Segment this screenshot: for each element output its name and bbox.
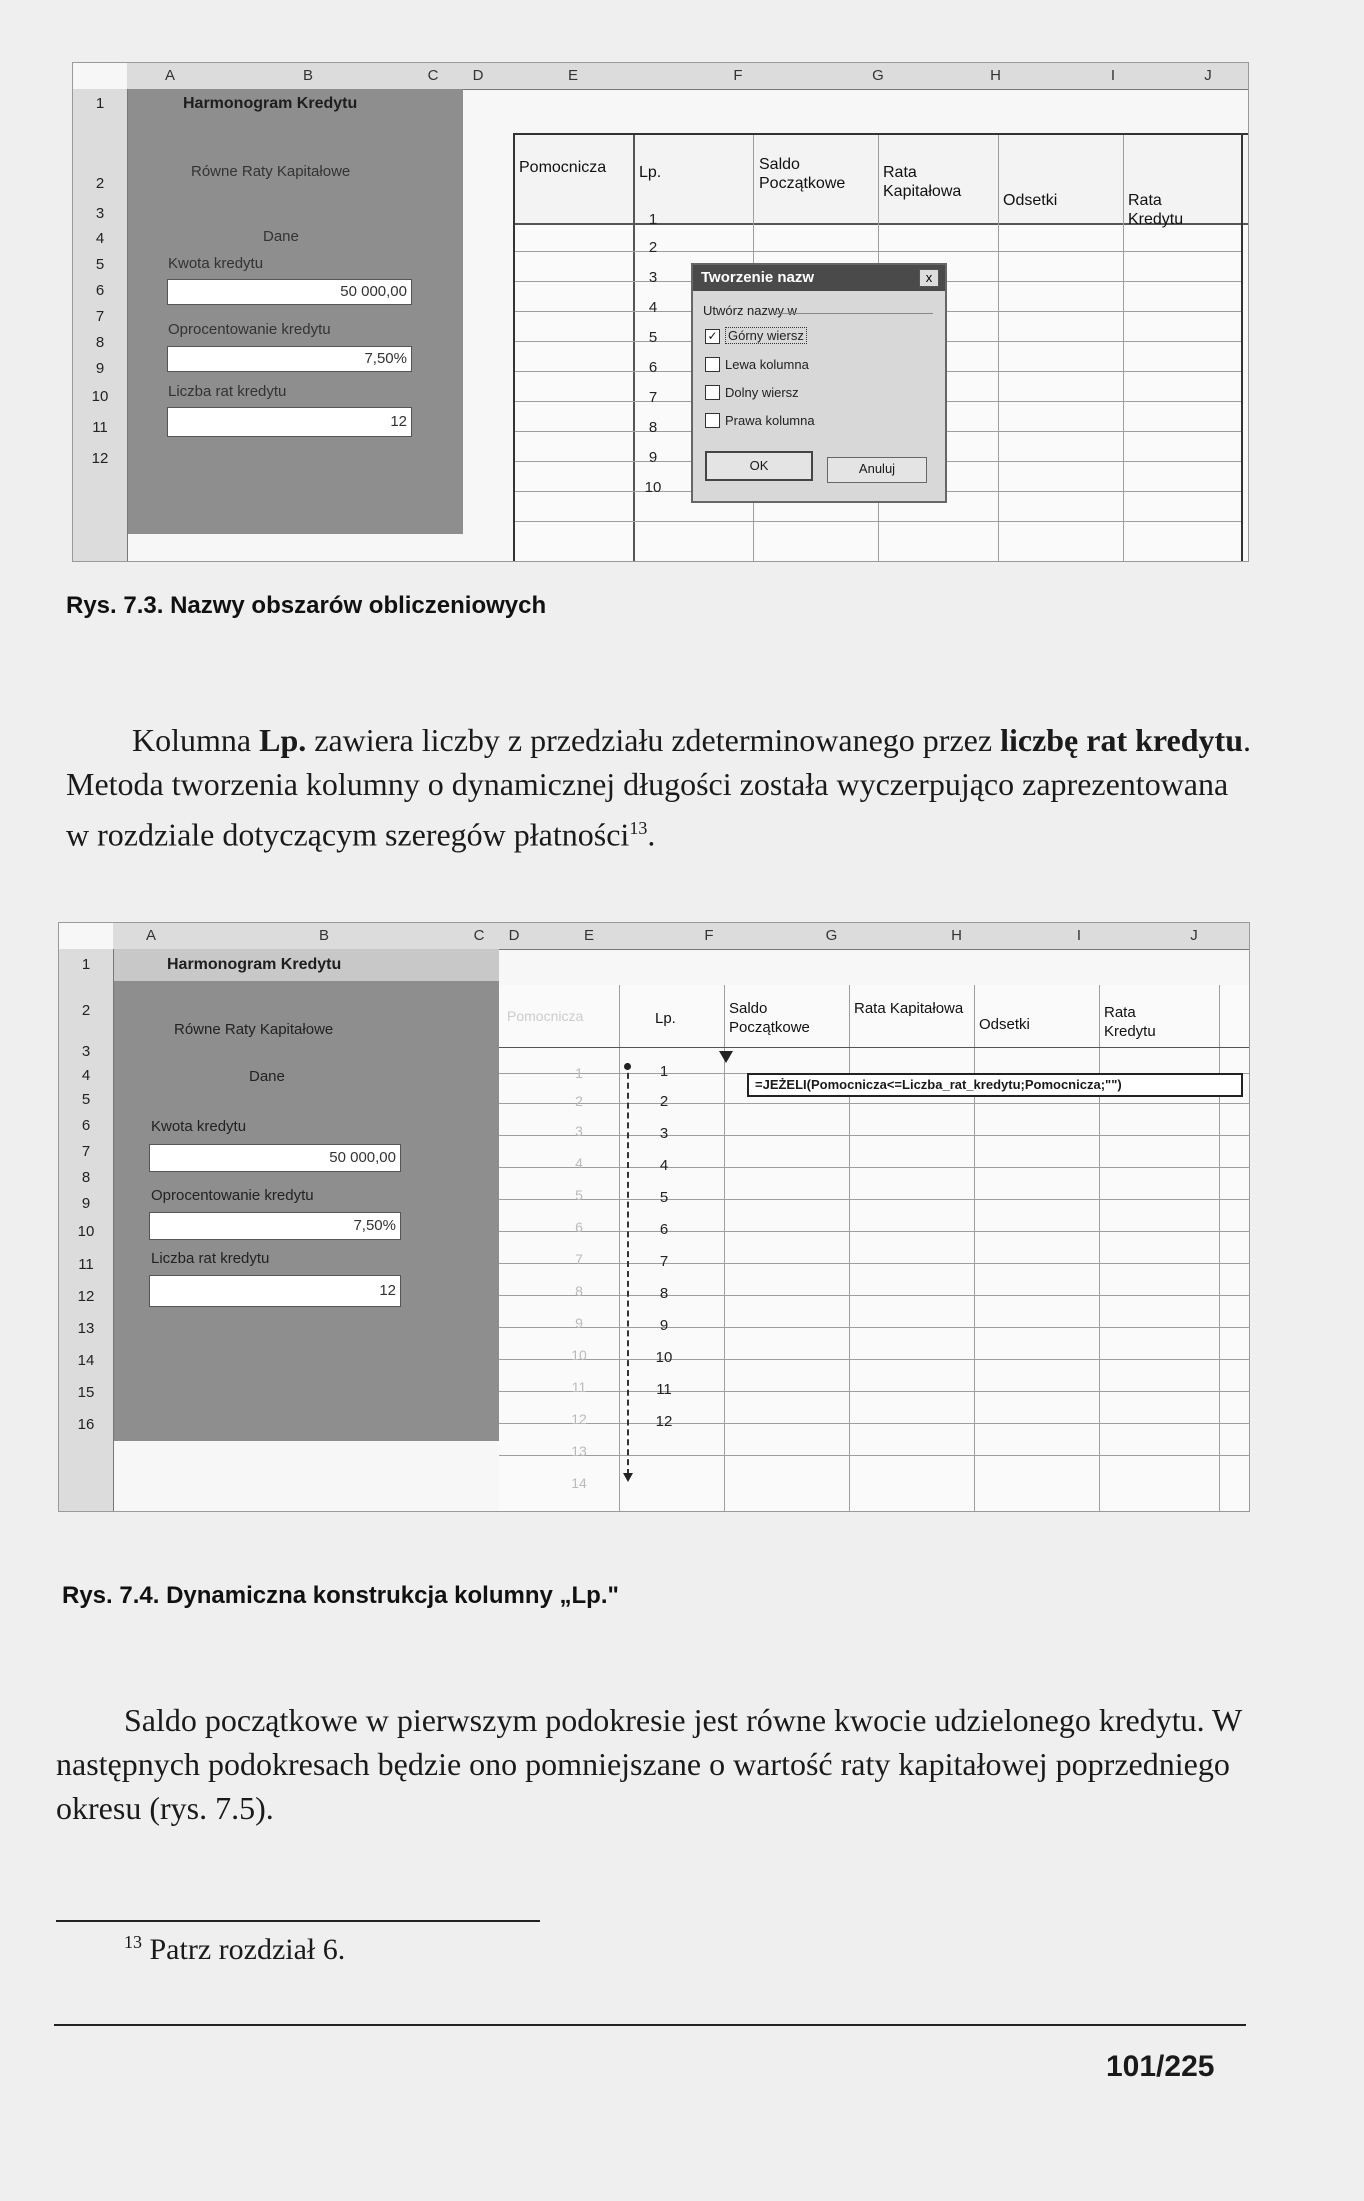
column-header[interactable]: D	[499, 923, 530, 950]
row-header[interactable]: 8	[59, 1163, 114, 1194]
lp-cell[interactable]: 4	[659, 1157, 669, 1174]
oproc-label: Oprocentowanie kredytu	[151, 1187, 314, 1204]
row-header[interactable]: 3	[73, 203, 128, 226]
table-area	[499, 985, 1249, 1511]
kwota-input[interactable]: 50 000,00	[149, 1144, 401, 1172]
lp-cell[interactable]: 2	[659, 1093, 669, 1110]
column-header[interactable]: F	[649, 923, 770, 950]
column-header[interactable]: I	[1058, 63, 1169, 90]
lp-cell[interactable]: 11	[656, 1381, 672, 1398]
pomocnicza-cell[interactable]: 12	[571, 1411, 587, 1427]
formula-tooltip: =JEŻELI(Pomocnicza<=Liczba_rat_kredytu;Pomocnicza;"")	[747, 1073, 1243, 1097]
right-column-checkbox[interactable]	[705, 413, 720, 428]
oproc-input[interactable]: 7,50%	[167, 346, 412, 372]
page-bottom-rule	[54, 2024, 1246, 2026]
figure-caption-7-3: Rys. 7.3. Nazwy obszarów obliczeniowych	[66, 592, 547, 619]
header-saldo: Saldo Początkowe	[729, 1000, 810, 1036]
kwota-input[interactable]: 50 000,00	[167, 279, 412, 305]
lp-cell[interactable]: 5	[648, 329, 658, 346]
lp-cell[interactable]: 12	[655, 1413, 673, 1430]
liczba-input[interactable]: 12	[167, 407, 412, 437]
column-header[interactable]: B	[213, 63, 404, 90]
row-header[interactable]: 12	[73, 443, 128, 476]
dialog-separator	[773, 313, 933, 314]
lp-cell[interactable]: 9	[648, 449, 658, 466]
column-header[interactable]: G	[823, 63, 934, 90]
dynamic-range-arrow	[627, 1063, 629, 1475]
liczba-label: Liczba rat kredytu	[151, 1250, 270, 1267]
lp-cell[interactable]: 4	[648, 299, 658, 316]
row-header[interactable]: 7	[59, 1141, 114, 1164]
dialog-title[interactable]: Tworzenie nazw	[693, 265, 945, 291]
lp-cell[interactable]: 3	[648, 269, 658, 286]
para1-bold-lp: Lp.	[259, 722, 307, 758]
row-header-cut	[73, 475, 128, 562]
column-header[interactable]: B	[189, 923, 460, 950]
dane-label: Dane	[263, 228, 299, 245]
footnote-ref[interactable]: 13	[629, 818, 648, 838]
pomocnicza-cell[interactable]: 1	[575, 1065, 583, 1081]
row-header[interactable]: 8	[73, 329, 128, 358]
pomocnicza-cell[interactable]: 8	[575, 1283, 583, 1299]
input-panel	[128, 89, 463, 534]
liczba-label: Liczba rat kredytu	[168, 383, 287, 400]
column-header[interactable]: F	[653, 63, 824, 90]
para1-text-1: Kolumna	[132, 722, 260, 758]
footnote	[124, 1932, 345, 1967]
pomocnicza-cell[interactable]: 6	[575, 1219, 583, 1235]
row-header[interactable]: 6	[73, 277, 128, 306]
row-header[interactable]: 7	[73, 305, 128, 330]
header-saldo: Saldo Początkowe	[759, 156, 846, 192]
pomocnicza-cell[interactable]: 10	[571, 1347, 587, 1363]
row-header[interactable]: 9	[59, 1193, 114, 1216]
column-header[interactable]: H	[894, 923, 1020, 950]
lp-cell[interactable]: 2	[648, 239, 658, 256]
panel-title: Harmonogram Kredytu	[167, 956, 342, 973]
ok-button[interactable]: OK	[705, 451, 813, 481]
column-header[interactable]: G	[769, 923, 895, 950]
lp-cell[interactable]: 8	[659, 1285, 669, 1302]
kwota-label: Kwota kredytu	[168, 255, 264, 272]
lp-cell[interactable]: 9	[659, 1317, 669, 1334]
para1-text-3: . Metoda tworzenia kolumny o dynamicznej długości została wyczerpująco zaprezentowana w rozdziale dotyczącym szeregów płatności	[66, 722, 1251, 853]
footnote-number: 13	[124, 1932, 142, 1952]
row-header[interactable]: 4	[59, 1063, 114, 1090]
footnote-rule	[56, 1920, 540, 1922]
row-header-empty	[59, 1441, 114, 1512]
figure-7-4-spreadsheet	[58, 922, 1250, 1512]
input-panel	[114, 981, 499, 1441]
formula-pointer	[719, 1051, 733, 1063]
pomocnicza-cell[interactable]: 9	[575, 1315, 583, 1331]
header-rata-kredytu: Rata Kredytu	[1128, 192, 1184, 228]
lp-cell[interactable]: 10	[655, 1349, 673, 1366]
row-header[interactable]: 2	[73, 119, 128, 204]
header-odsetki: Odsetki	[1003, 192, 1058, 209]
column-header[interactable]: C	[403, 63, 464, 90]
row-header[interactable]: 3	[59, 1041, 114, 1064]
pomocnicza-cell[interactable]: 14	[571, 1475, 587, 1491]
right-column-label[interactable]: Prawa kolumna	[725, 413, 815, 428]
dialog-prompt: Utwórz nazwy w	[703, 303, 797, 318]
header-lp: Lp.	[639, 164, 662, 181]
lp-cell[interactable]: 7	[659, 1253, 669, 1270]
top-row-checkbox[interactable]: ✓	[705, 329, 720, 344]
row-header[interactable]: 12	[59, 1281, 114, 1314]
lp-cell[interactable]: 1	[648, 211, 658, 228]
arrow-head-down	[623, 1473, 633, 1482]
row-header[interactable]: 15	[59, 1377, 114, 1410]
kwota-label: Kwota kredytu	[151, 1118, 247, 1135]
pomocnicza-cell[interactable]: 7	[575, 1251, 583, 1267]
paragraph-lp-column	[66, 718, 1258, 857]
row-header[interactable]: 2	[59, 981, 114, 1042]
header-lp: Lp.	[655, 1010, 676, 1027]
bottom-row-checkbox[interactable]	[705, 385, 720, 400]
row-header[interactable]: 11	[73, 413, 128, 444]
row-header[interactable]: 1	[59, 949, 114, 982]
liczba-input[interactable]: 12	[149, 1275, 401, 1307]
column-header[interactable]: J	[1139, 923, 1250, 950]
oproc-input[interactable]: 7,50%	[149, 1212, 401, 1240]
column-header[interactable]: C	[459, 923, 500, 950]
para1-text-4: .	[647, 816, 656, 853]
para1-text-2: zawiera liczby z przedziału zdeterminowanego przez	[306, 722, 1001, 758]
column-header[interactable]: E	[529, 923, 650, 950]
dane-label: Dane	[249, 1068, 285, 1085]
arrow-dot	[624, 1063, 631, 1070]
create-names-dialog[interactable]	[691, 263, 947, 503]
pomocnicza-cell[interactable]: 11	[571, 1379, 587, 1395]
header-odsetki: Odsetki	[979, 1016, 1030, 1033]
row-header[interactable]: 16	[59, 1409, 114, 1442]
lp-cell[interactable]: 5	[659, 1189, 669, 1206]
column-header[interactable]: A	[113, 923, 190, 950]
left-column-checkbox[interactable]	[705, 357, 720, 372]
lp-cell[interactable]: 3	[659, 1125, 669, 1142]
lp-cell[interactable]: 7	[648, 389, 658, 406]
left-column-label[interactable]: Lewa kolumna	[725, 357, 809, 372]
header-pomocnicza: Pomocnicza	[507, 1008, 584, 1024]
lp-cell[interactable]: 10	[644, 479, 662, 496]
row-header[interactable]: 9	[73, 357, 128, 382]
page-number: 101/225	[1106, 2050, 1215, 2083]
column-header[interactable]: I	[1019, 923, 1140, 950]
footnote-text: Patrz rozdział 6.	[149, 1933, 346, 1966]
cancel-button[interactable]: Anuluj	[827, 457, 927, 483]
lp-cell[interactable]: 6	[648, 359, 658, 376]
pomocnicza-cell[interactable]: 2	[575, 1093, 583, 1109]
row-header[interactable]: 4	[73, 225, 128, 254]
header-rata-kap: Rata Kapitałowa	[854, 1000, 964, 1017]
header-rata-kap: Rata Kapitałowa	[883, 164, 962, 200]
top-row-label[interactable]: Górny wiersz	[725, 327, 807, 344]
row-header[interactable]: 5	[59, 1089, 114, 1112]
header-pomocnicza: Pomocnicza	[519, 159, 607, 176]
oproc-label: Oprocentowanie kredytu	[168, 321, 331, 338]
pomocnicza-cell[interactable]: 4	[575, 1155, 583, 1171]
column-header[interactable]: J	[1168, 63, 1249, 90]
lp-cell[interactable]: 1	[659, 1063, 669, 1080]
column-header[interactable]: A	[127, 63, 214, 90]
row-header[interactable]: 1	[73, 89, 128, 120]
column-header[interactable]: H	[933, 63, 1059, 90]
row-header[interactable]: 6	[59, 1111, 114, 1142]
panel-subtitle: Równe Raty Kapitałowe	[191, 163, 351, 180]
para1-bold-liczbe: liczbę rat kredytu	[1000, 722, 1243, 758]
figure-7-3-spreadsheet	[72, 62, 1249, 562]
lp-cell[interactable]: 6	[659, 1221, 669, 1238]
panel-title: Harmonogram Kredytu	[183, 95, 358, 112]
row-header[interactable]: 11	[59, 1249, 114, 1282]
row-header[interactable]: 14	[59, 1345, 114, 1378]
column-header[interactable]: E	[493, 63, 654, 90]
figure-caption-7-4: Rys. 7.4. Dynamiczna konstrukcja kolumny „Lp."	[62, 1582, 619, 1609]
panel-subtitle: Równe Raty Kapitałowe	[174, 1021, 334, 1038]
row-header[interactable]: 5	[73, 253, 128, 278]
pomocnicza-cell[interactable]: 3	[575, 1123, 583, 1139]
column-header[interactable]: D	[463, 63, 494, 90]
pomocnicza-cell[interactable]: 13	[571, 1443, 587, 1459]
bottom-row-label[interactable]: Dolny wiersz	[725, 385, 799, 400]
pomocnicza-cell[interactable]: 5	[575, 1187, 583, 1203]
header-rata-kredytu: Rata Kredytu	[1104, 1004, 1156, 1040]
row-header[interactable]: 10	[73, 381, 128, 414]
paragraph-saldo: Saldo początkowe w pierwszym podokresie jest równe kwocie udzielonego kredytu. W następnych podokresach będzie ono pomniejszane o wartość raty kapitałowej poprzedniego okresu (rys. 7.5).	[56, 1702, 1242, 1826]
row-header[interactable]: 13	[59, 1313, 114, 1346]
lp-cell[interactable]: 8	[648, 419, 658, 436]
close-icon[interactable]: x	[919, 269, 939, 287]
row-header[interactable]: 10	[59, 1215, 114, 1250]
